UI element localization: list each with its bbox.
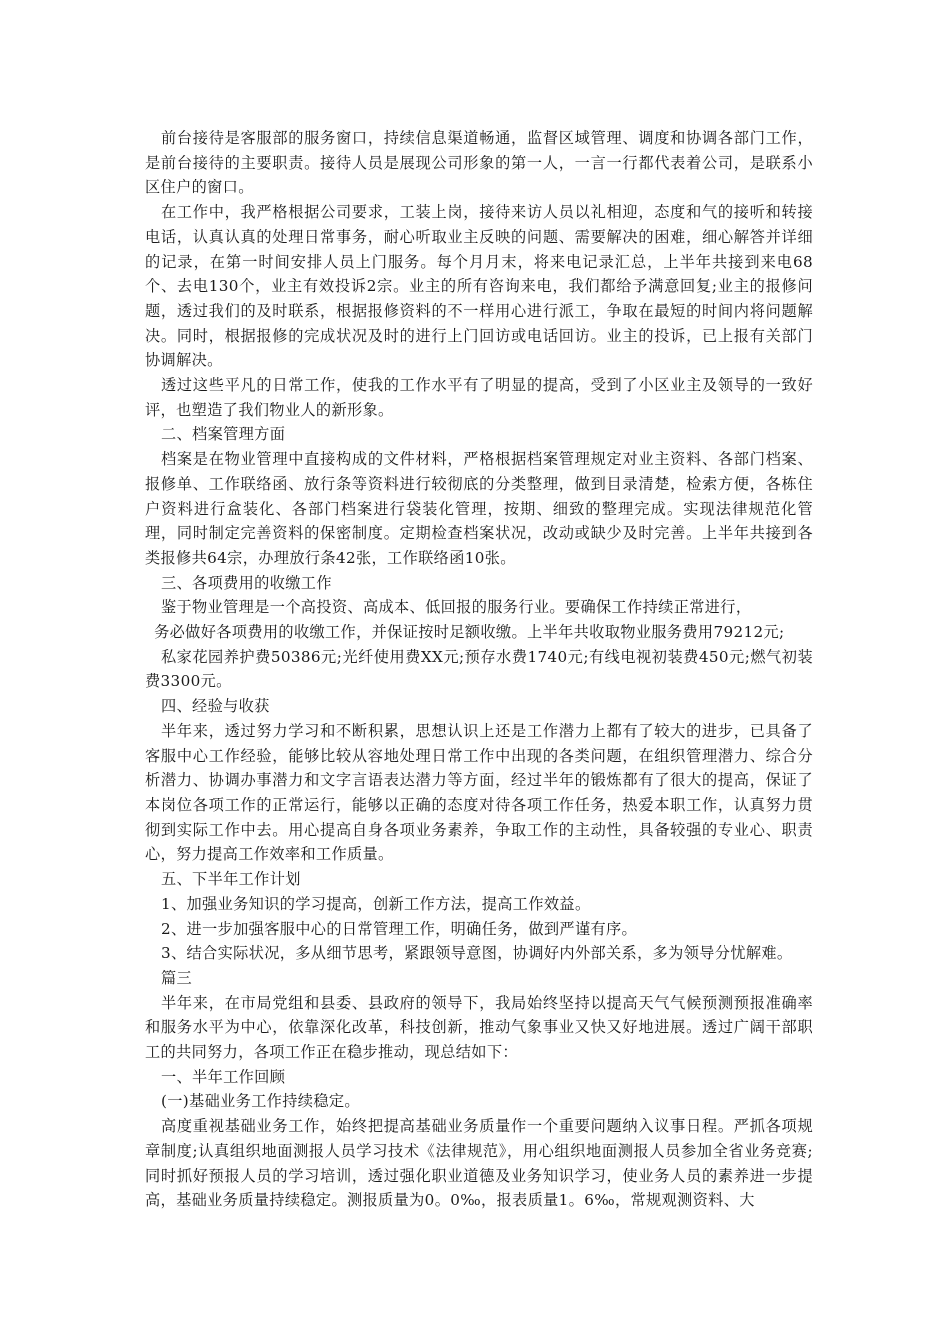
list-item-plan-3: 3、结合实际状况，多从细节思考，紧跟领导意图，协调好内外部关系，多为领导分忧解难。: [160, 944, 793, 963]
section-heading-archives: 二、档案管理方面: [160, 425, 286, 444]
paragraph-half-year-intro: 半年来，在市局党组和县委、县政府的领导下，我局始终坚持以提高天气气候预测预报准确率和服务水平为中心，依靠深化改革，科技创新，推动气象事业又快又好地进展。透过广阔干部职工的共同努力，各项工作正在稳步推动，现总结如下：: [145, 993, 813, 1062]
paragraph-front-desk: 前台接待是客服部的服务窗口，持续信息渠道畅通，监督区域管理、调度和协调各部门工作，是前台接待的主要职责。接待人员是展现公司形象的第一人，一言一行都代表着公司，是联系小区住户的窗口。: [145, 129, 813, 197]
paragraph-improvement: 透过这些平凡的日常工作，使我的工作水平有了明显的提高，受到了小区业主及领导的一致好评，也塑造了我们物业人的新形象。: [145, 376, 813, 419]
list-item-plan-2: 2、进一步加强客服中心的日常管理工作，明确任务，做到严谨有序。: [160, 919, 638, 938]
paragraph-basic-business: 高度重视基础业务工作，始终把提高基础业务质量作一个重要问题纳入议事日程。严抓各项规章制度;认真组织地面测报人员学习技术《法律规范》，用心组织地面测报人员参加全省业务竞赛;同时抓好预报人员的学习培训，透过强化职业道德及业务知识学习，使业务人员的素养进一步提高，基础业务质量持续稳定。测报质量为0。0‰，报表质量1。6‰，常规观测资料、大: [145, 1117, 813, 1210]
paragraph-fees-line-3: 私家花园养护费50386元;光纤使用费XX元;预存水费1740元;有线电视初装费450元;燃气初装费3300元。: [145, 647, 813, 691]
section-heading-experience: 四、经验与收获: [160, 697, 270, 716]
paragraph-fees-line-2: 务必做好各项费用的收缴工作，并保证按时足额收缴。上半年共收取物业服务费用79212元;: [154, 623, 785, 642]
paragraph-experience: 半年来，透过努力学习和不断积累，思想认识上还是工作潜力上都有了较大的进步，已具备了客服中心工作经验，能够比较从容地处理日常工作中出现的各类问题，在组织管理潜力、综合分析潜力、协调办事潜力和文字言语表达潜力等方面，经过半年的锻炼都有了很大的提高，保证了本岗位各项工作的正常运行，能够以正确的态度对待各项工作任务，热爱本职工作，认真努力贯彻到实际工作中去。用心提高自身各项业务素养，争取工作的主动性，具备较强的专业心、职责心，努力提高工作效率和工作质量。: [145, 721, 813, 864]
section-heading-fees: 三、各项费用的收缴工作: [160, 573, 332, 592]
section-heading-part-three: 篇三: [160, 968, 193, 987]
section-heading-review: 一、半年工作回顾: [160, 1067, 286, 1086]
section-heading-plan: 五、下半年工作计划: [160, 870, 301, 889]
paragraph-archives: 档案是在物业管理中直接构成的文件材料，严格根据档案管理规定对业主资料、各部门档案、报修单、工作联络函、放行条等资料进行较彻底的分类整理，做到目录清楚，检索方便，各栋住户资料进行盒装化、各部门档案进行袋装化管理，按期、细致的整理完成。实现法律规范化管理，同时制定完善资料的保密制度。定期检查档案状况，改动或缺少及时完善。上半年共接到各类报修共64宗，办理放行条42张，工作联络函10张。: [145, 450, 813, 567]
subsection-heading-basic-business: (一)基础业务工作持续稳定。: [160, 1092, 360, 1111]
paragraph-daily-work: 在工作中，我严格根据公司要求，工装上岗，接待来访人员以礼相迎，态度和气的接听和转接电话，认真认真的处理日常事务，耐心听取业主反映的问题、需要解决的困难，细心解答并详细的记录，在第一时间安排人员上门服务。每个月月末，将来电记录汇总，上半年共接到来电68个、去电130个，业主有效投诉2宗。业主的所有咨询来电，我们都给予满意回复;业主的报修问题，透过我们的及时联系，根据报修资料的不一样用心进行派工，争取在最短的时间内将问题解决。同时，根据报修的完成状况及时的进行上门回访或电话回访。业主的投诉，已上报有关部门协调解决。: [145, 203, 813, 370]
list-item-plan-1: 1、加强业务知识的学习提高，创新工作方法，提高工作效益。: [160, 894, 591, 913]
document-body: [145, 126, 813, 1213]
paragraph-fees-line-1: 鉴于物业管理是一个高投资、高成本、低回报的服务行业。要确保工作持续正常进行，: [160, 598, 752, 617]
